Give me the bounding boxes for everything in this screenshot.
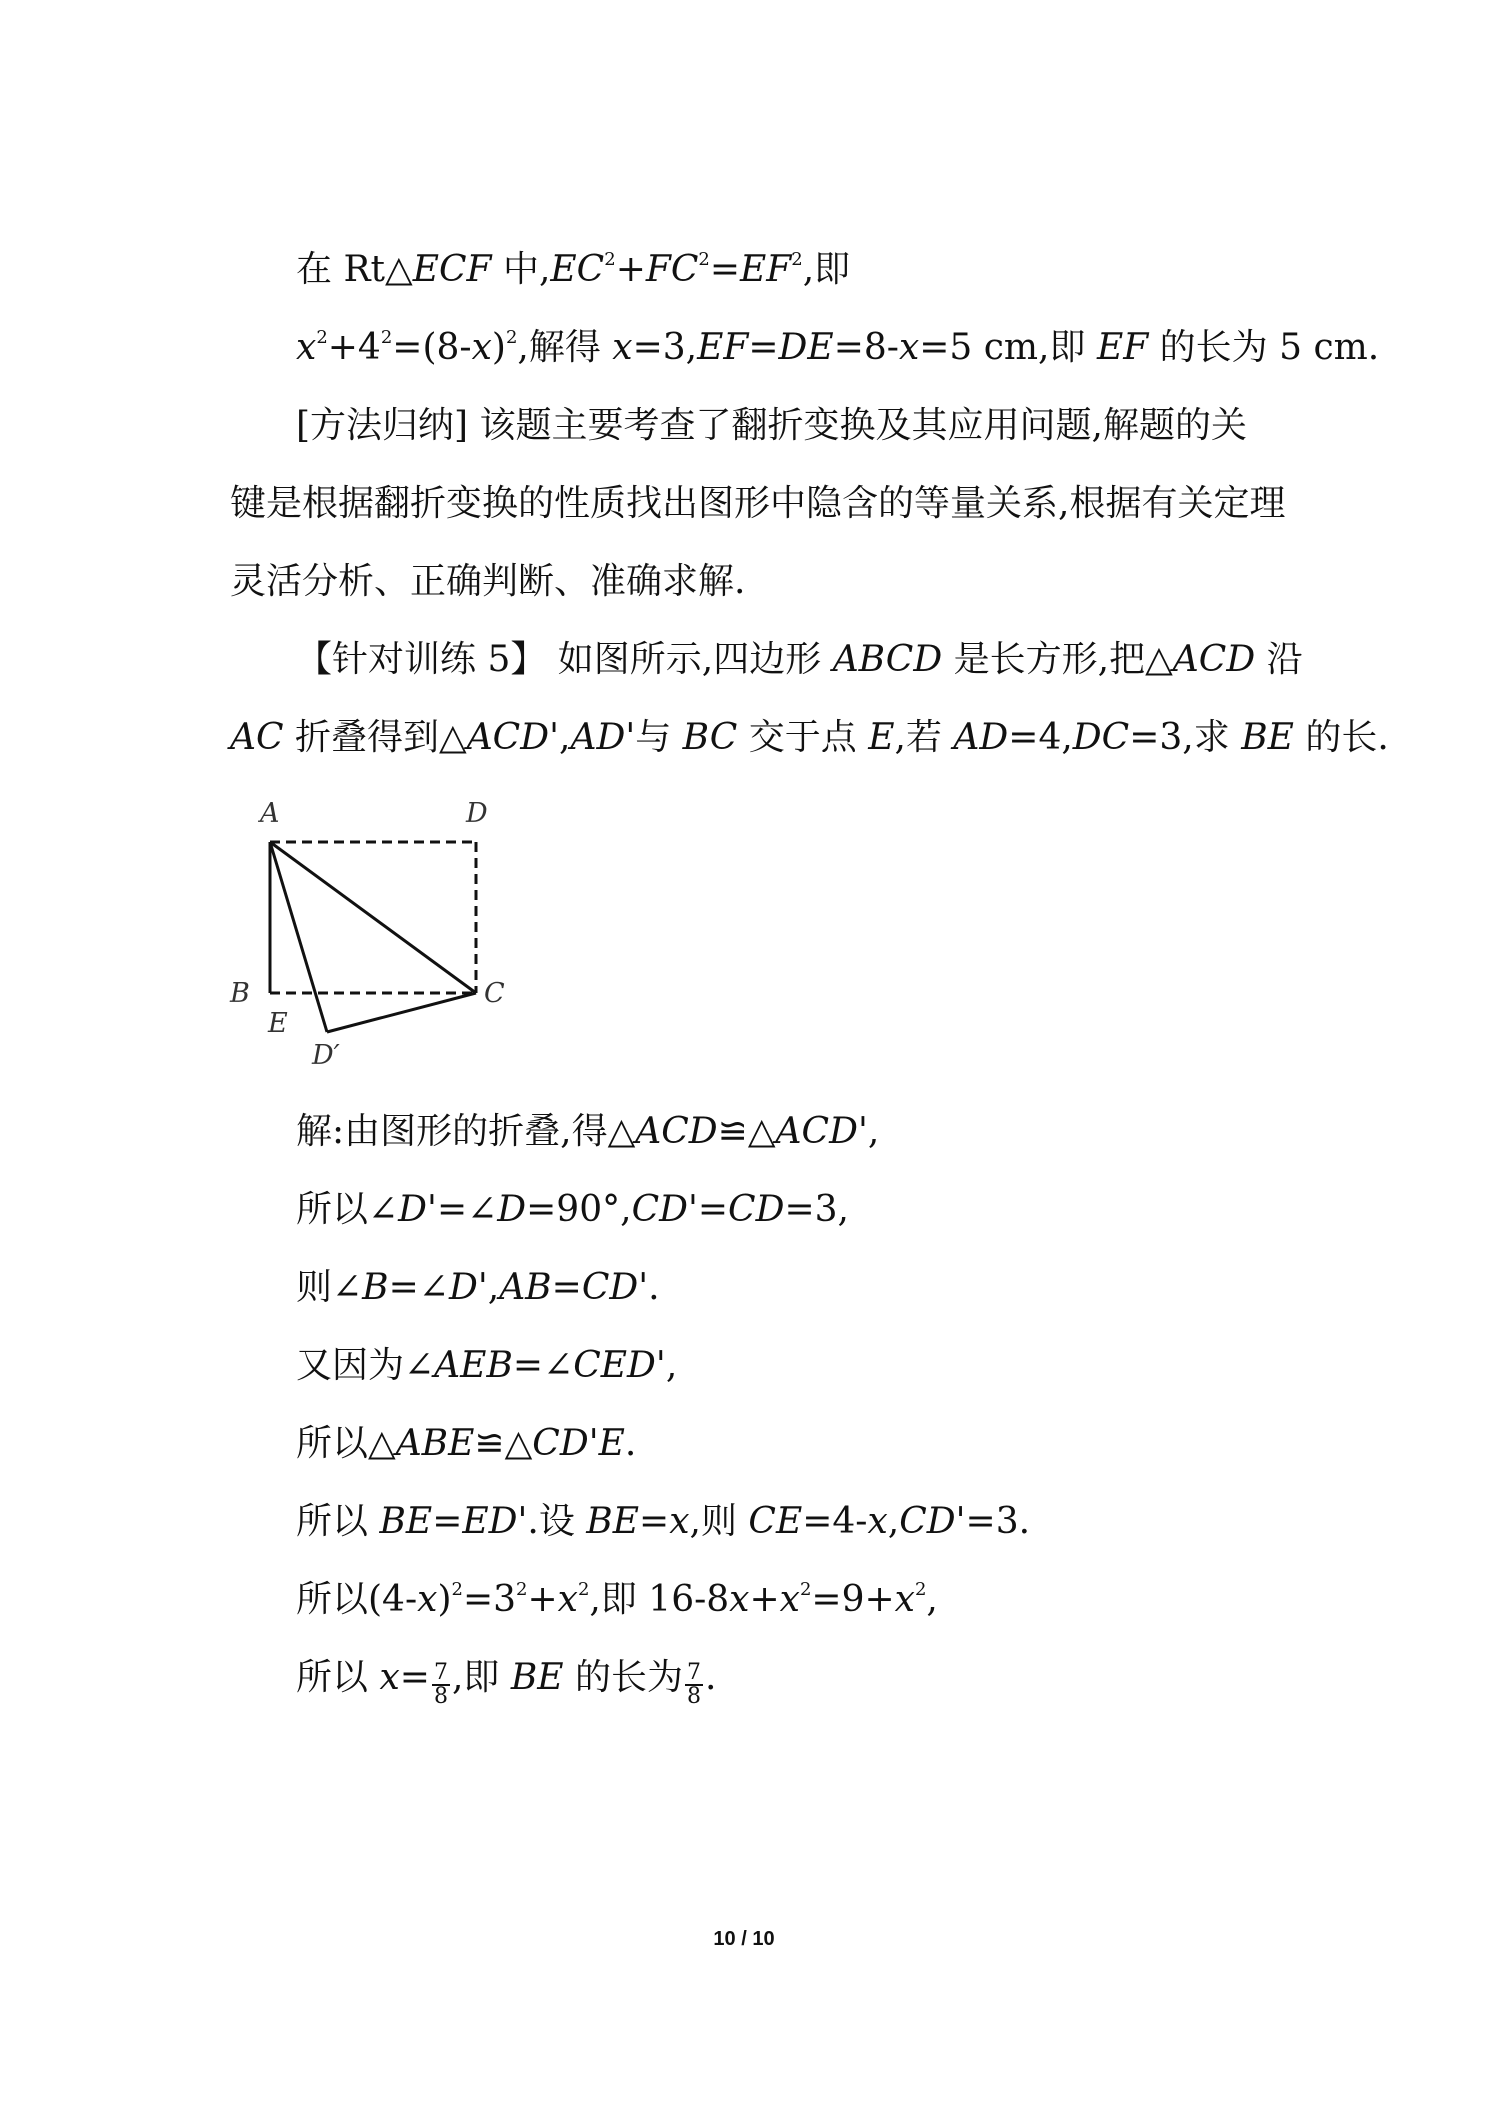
label-C: C [484,978,505,1009]
label-D: D [466,800,488,829]
text-line: 键是根据翻折变换的性质找出图形中隐含的等量关系,根据有关定理 [230,483,1286,524]
text-line: 所以 x= $\frac{7}{8}$ ,即 BE 的长为 $\frac{7}{8}$ . [296,1657,717,1709]
page-number: 10 / 10 [713,1928,775,1950]
fraction: $\frac{7}{8}$ [687,1660,702,1709]
fraction: $\frac{7}{8}$ [433,1660,448,1709]
geometry-figure [220,800,540,1110]
text-line: 灵活分析、正确判断、准确求解. [230,561,746,602]
label-E: E [268,1008,288,1039]
exercise-heading: 【针对训练 5】 如图所示,四边形 ABCD 是长方形,把△ACD 沿 [296,639,1303,680]
label-D-prime: D′ [312,1040,340,1071]
text-line: 所以 BE=ED'.设 BE=x,则 CE=4-x,CD'=3. [296,1501,1031,1542]
text-line: $x^2+4^2=(8-x)^2$,解得 x=3,EF=DE=8-x=5 cm,即 EF 的长为 5 cm. [296,327,1380,368]
label-A: A [260,800,280,829]
text-line: 又因为∠AEB=∠CED', [296,1345,678,1386]
text-line: 在 Rt△ECF 中$,EC^2+FC^2=EF^2$,即 [296,249,851,290]
segment-AC [270,842,476,993]
text-line: 解:由图形的折叠,得△ACD≌△ACD', [296,1111,880,1152]
method-summary-heading: [方法归纳] 该题主要考查了翻折变换及其应用问题,解题的关 [296,405,1247,446]
label-B: B [230,978,250,1009]
text-line: 所以$(4-x)^2=3^2+x^2$,即 $16-8x+x^2=9+x^2$, [296,1579,938,1620]
text-line: AC 折叠得到△ACD',AD'与 BC 交于点 E,若 AD=4,DC=3,求 BE 的长. [230,717,1389,758]
segment-AD-prime [270,842,327,1032]
text-line: 所以△ABE≌△CD'E. [296,1423,637,1464]
text-line: 则∠B=∠D',AB=CD'. [296,1267,660,1308]
text-line: 所以∠D'=∠D=90°,CD'=CD=3, [296,1189,849,1230]
segment-CD-prime [327,993,476,1032]
